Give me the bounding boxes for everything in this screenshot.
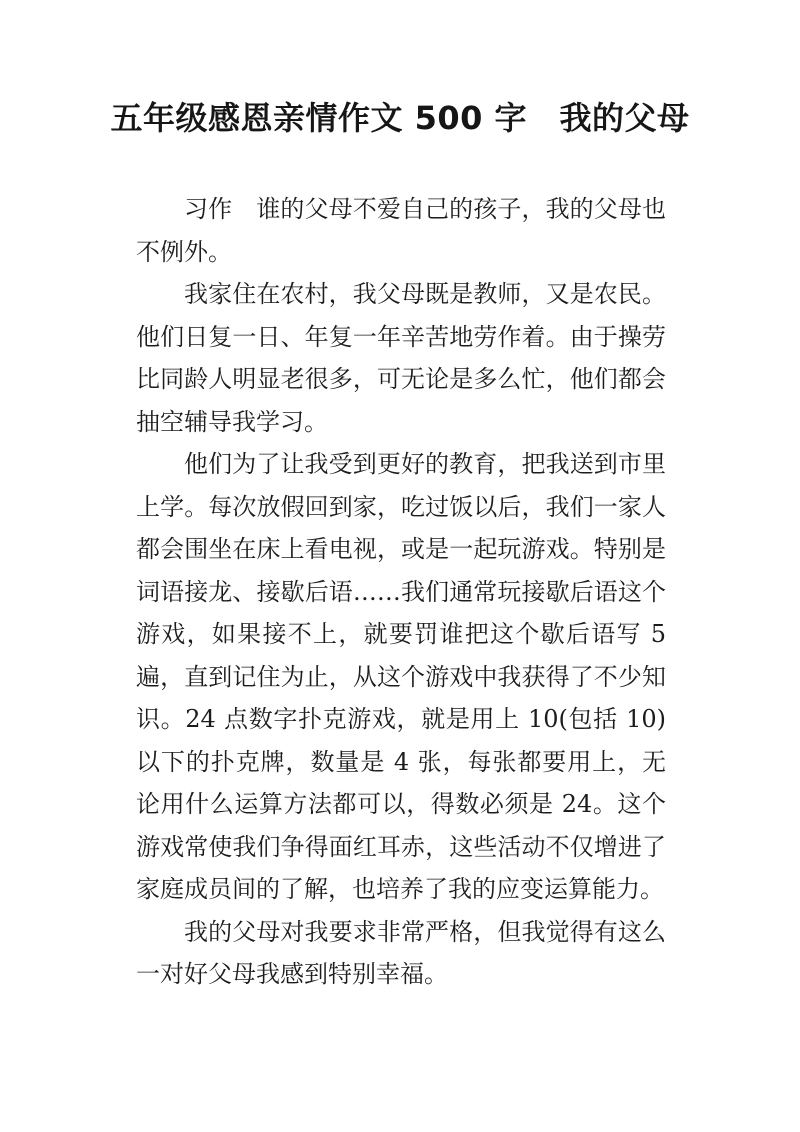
essay-body [136,188,666,996]
essay-paragraph-3: 他们为了让我受到更好的教育，把我送到市里上学。每次放假回到家，吃过饭以后，我们一家人都会围坐在床上看电视，或是一起玩游戏。特别是词语接龙、接歇后语……我们通常玩接歇后语这个游戏，如果接不上，就要罚谁把这个歇后语写 5 遍，直到记住为止，从这个游戏中我获得了不少知识。24 点数字扑克游戏，就是用上 10(包括 10)以下的扑克牌，数量是 4 张，每张都要用上，无论用什么运算方法都可以，得数必须是 24。这个游戏常使我们争得面红耳赤，这些活动不仅增进了家庭成员间的了解，也培养了我的应变运算能力。 [136,450,666,903]
essay-paragraph-2: 我家住在农村，我父母既是教师，又是农民。他们日复一日、年复一年辛苦地劳作着。由于操劳比同龄人明显老很多，可无论是多么忙，他们都会抽空辅导我学习。 [136,280,666,436]
essay-paragraph-4: 我的父母对我要求非常严格，但我觉得有这么一对好父母我感到特别幸福。 [136,917,666,988]
essay-title: 五年级感恩亲情作文 500 字 我的父母 [110,99,690,137]
essay-paragraph-1: 习作 谁的父母不爱自己的孩子，我的父母也不例外。 [136,195,666,266]
